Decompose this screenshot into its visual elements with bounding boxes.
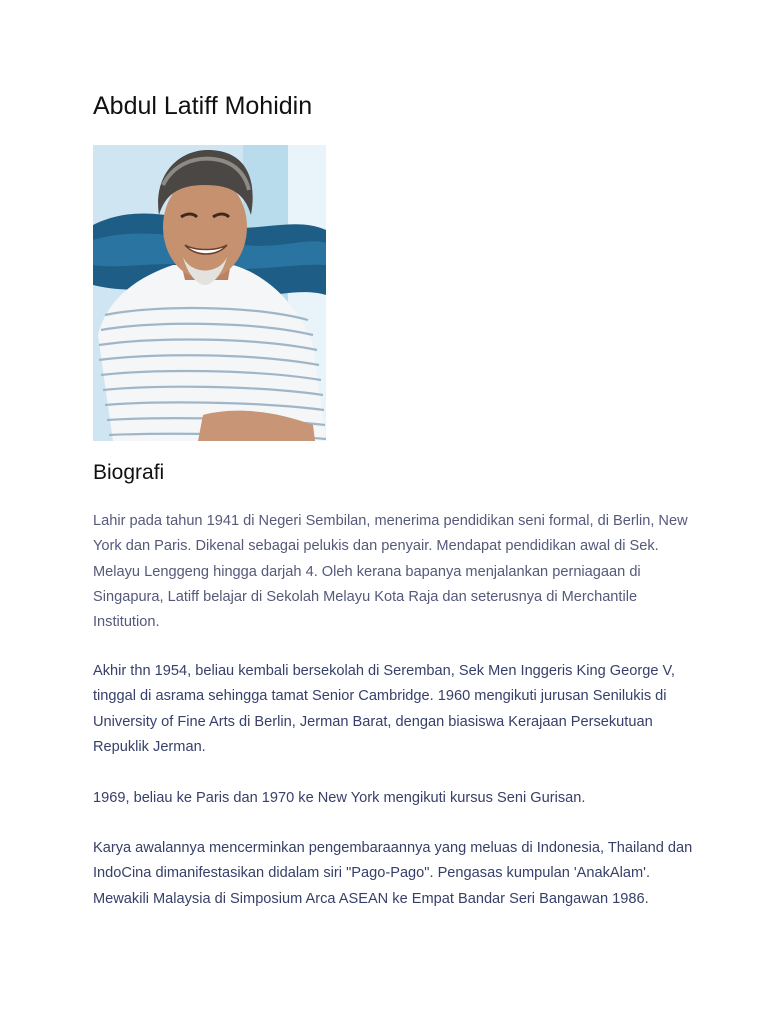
biography-paragraph: Karya awalannya mencerminkan pengembaraannya yang meluas di Indonesia, Thailand dan IndoCina dimanifestasikan didalam siri "Pago-Pago". Pengasas kumpulan 'AnakAlam'. Mewakili Malaysia di Simposium Arca ASEAN ke Empat Bandar Seri Bangawan 1986. (93, 840, 693, 907)
section-heading-biografi: Biografi (93, 461, 165, 484)
portrait-photo (93, 145, 326, 441)
biography-paragraph: Akhir thn 1954, beliau kembali bersekolah di Seremban, Sek Men Inggeris King George V, tinggal di asrama sehingga tamat Senior Cambridge. 1960 mengikuti jurusan Senilukis di University of Fine Arts di Berlin, Jerman Barat, dengan biasiswa Kerajaan Persekutuan Repuklik Jerman. (93, 663, 675, 755)
biography-paragraph: 1969, beliau ke Paris dan 1970 ke New York mengikuti kursus Seni Gurisan. (93, 790, 586, 806)
biography-paragraph: Lahir pada tahun 1941 di Negeri Sembilan, menerima pendidikan seni formal, di Berlin, New York dan Paris. Dikenal sebagai pelukis dan penyair. Mendapat pendidikan awal di Sek. Melayu Lenggeng hingga darjah 4. Oleh kerana bapanya menjalankan perniagaan di Singapura, Latiff belajar di Sekolah Melayu Kota Raja dan seterusnya di Merchantile Institution. (93, 513, 688, 631)
page-title: Abdul Latiff Mohidin (93, 92, 313, 120)
